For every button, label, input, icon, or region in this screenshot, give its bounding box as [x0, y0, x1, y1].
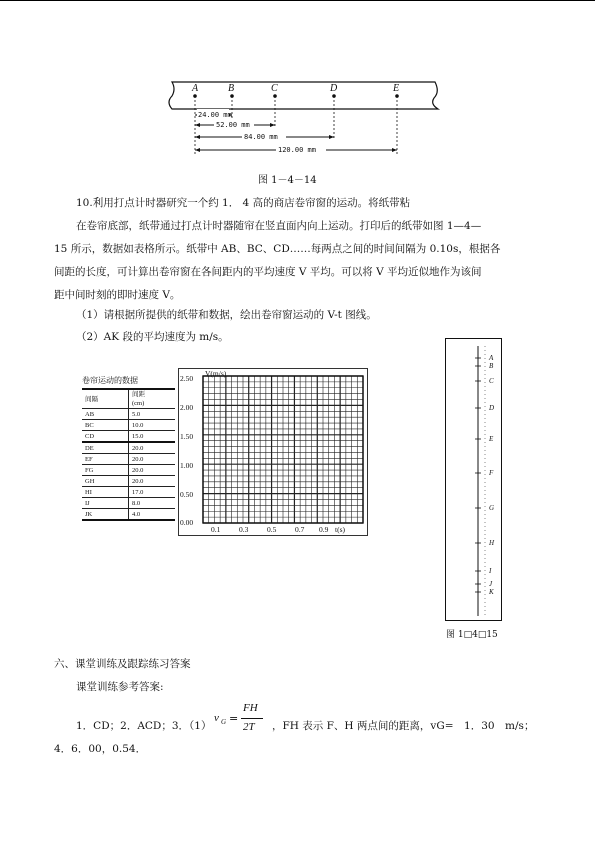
- formula-subscript: G: [221, 718, 227, 726]
- y-tick-1-00: 1.00: [180, 461, 194, 470]
- formula-vg: [212, 700, 268, 740]
- answers-section-title: 六、课堂训练及跟踪练习答案: [54, 658, 191, 670]
- problem-line-5: 距中间时刻的即时速度 V。: [54, 289, 181, 301]
- tape-figure-1-4-14: [160, 78, 450, 162]
- vtape-label-a: A: [489, 354, 494, 362]
- tape-label-e: E: [393, 83, 400, 94]
- x-tick-0-9: 0.9: [319, 525, 329, 534]
- dim-52mm: 52.00 mm: [216, 121, 250, 129]
- y-tick-0-00: 0.00: [180, 518, 194, 527]
- table-title: 卷帘运动的数据: [82, 376, 138, 385]
- problem-line-4: 间距的长度，可计算出卷帘窗在各间距内的平均速度 V 平均。可以将 V 平均近似地作为该间: [54, 266, 482, 278]
- table-row: GH 20.0: [82, 476, 175, 487]
- answers-subtitle: 课堂训练参考答案:: [76, 681, 164, 693]
- page-top-rule: [0, 0, 595, 1]
- problem-line-2: 在卷帘底部，纸带通过打点计时器随帘在竖直面内向上运动。打印后的纸带如图 1—4—: [76, 220, 482, 232]
- table-row: JK 4.0: [82, 509, 175, 521]
- vtape-label-g: G: [489, 504, 495, 512]
- dim-24mm: 24.00 mm: [198, 111, 232, 119]
- table-header-spacing: 间距 (cm): [129, 389, 176, 409]
- y-tick-2-00: 2.00: [180, 403, 194, 412]
- table-row: FG 20.0: [82, 465, 175, 476]
- table-row: AB 5.0: [82, 409, 175, 420]
- answer-line-2: 4．6．00，0.54．: [54, 743, 147, 755]
- y-tick-1-50: 1.50: [180, 432, 194, 441]
- question-2: （2）AK 段的平均速度为 m/s。: [76, 331, 229, 343]
- formula-denominator: 2T: [243, 721, 255, 733]
- formula-v: v: [214, 712, 219, 724]
- formula-fraction-bar: [241, 718, 263, 719]
- problem-line-3: 15 所示，数据如表格所示。纸带中 AB、BC、CD……每两点之间的时间间隔为 0.10s，根据各: [54, 243, 501, 255]
- vt-graph: [178, 368, 368, 536]
- vtape-label-d: D: [489, 404, 495, 412]
- vtape-label-k: K: [489, 588, 494, 596]
- tape-label-c: C: [271, 83, 278, 94]
- tape-label-d: D: [330, 83, 338, 94]
- x-tick-0-1: 0.1: [211, 525, 221, 534]
- data-table-block: [82, 376, 175, 521]
- dim-84mm: 84.00 mm: [244, 133, 278, 141]
- figure-caption-1-4-14: 图 1－4－14: [258, 175, 317, 186]
- vtape-label-e: E: [489, 435, 494, 443]
- vtape-label-c: C: [489, 377, 494, 385]
- answer-line-1-lead: 1．CD；2．ACD；3．（1）: [76, 720, 212, 732]
- figure-caption-1-4-15: 图 1□4□15: [446, 630, 498, 640]
- table-row: IJ 8.0: [82, 498, 175, 509]
- problem-line-1: 10.利用打点计时器研究一个约 1． 4 高的商店卷帘窗的运动。将纸带粘: [76, 197, 411, 209]
- table-row: HI 17.0: [82, 487, 175, 498]
- table-header-interval: 间隔: [82, 389, 129, 409]
- table-row: BC 10.0: [82, 420, 175, 431]
- data-table: [82, 388, 175, 521]
- dim-120mm: 120.00 mm: [278, 146, 316, 154]
- formula-numerator: FH: [243, 702, 258, 714]
- graph-xlabel: t(s): [335, 525, 345, 534]
- y-tick-0-50: 0.50: [180, 490, 194, 499]
- x-tick-0-5: 0.5: [267, 525, 277, 534]
- vertical-tape-figure: [445, 338, 505, 622]
- x-tick-0-3: 0.3: [239, 525, 249, 534]
- table-row: EF 20.0: [82, 454, 175, 465]
- answer-line-1-rest: ，FH 表示 F、H 两点间的距离，vG= 1．30 m/s；: [272, 720, 535, 732]
- table-row: CD 15.0: [82, 431, 175, 443]
- vtape-label-f: F: [489, 469, 494, 477]
- tape-label-a: A: [192, 83, 199, 94]
- vtape-label-j: J: [489, 580, 493, 588]
- table-row: DE 20.0: [82, 442, 175, 454]
- vtape-label-b: B: [489, 362, 494, 370]
- tape-points: [193, 94, 399, 98]
- x-tick-0-7: 0.7: [295, 525, 305, 534]
- vtape-label-h: H: [489, 539, 495, 547]
- y-tick-2-50: 2.50: [180, 374, 194, 383]
- tape-label-b: B: [228, 83, 235, 94]
- graph-ylabel: V(m/s): [205, 369, 227, 378]
- vtape-label-i: I: [489, 567, 492, 575]
- formula-equals: =: [229, 712, 239, 725]
- question-1: （1）请根据所提供的纸带和数据，绘出卷帘窗运动的 V-t 图线。: [76, 309, 377, 321]
